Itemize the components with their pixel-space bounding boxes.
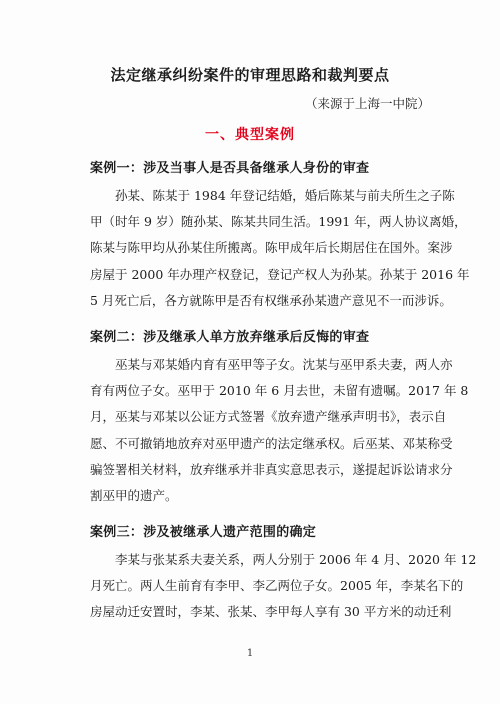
paragraph-line: 房屋于 2000 年办理产权登记，登记产权人为孙某。孙某于 2016 年 xyxy=(90,266,470,282)
paragraph-line: 割巫甲的遗产。 xyxy=(90,487,178,503)
paragraph-line: 甲（时年 9 岁）随孙某、陈某共同生活。1991 年，两人协议离婚， xyxy=(90,214,467,230)
page-number: 1 xyxy=(246,648,254,659)
section-heading: 一、典型案例 xyxy=(205,127,295,143)
paragraph-line: 月死亡。两人生前育有李甲、李乙两位子女。2005 年，李某名下的 xyxy=(90,578,464,594)
paragraph-line: 骗签署相关材料，放弃继承并非真实意思表示，遂提起诉讼请求分 xyxy=(90,461,453,477)
paragraph-line: 李某与张某系夫妻关系，两人分别于 2006 年 4 月、2020 年 12 xyxy=(115,552,477,567)
paragraph-line: 愿、不可撤销地放弃对巫甲遗产的法定继承权。后巫某、邓某称受 xyxy=(90,435,453,451)
paragraph-line: 月，巫某与邓某以公证方式签署《放弃遗产继承声明书》，表示自 xyxy=(90,409,447,425)
paragraph-line: 孙某、陈某于 1984 年登记结婚，婚后陈某与前夫所生之子陈 xyxy=(115,188,455,203)
case-paragraph-2 xyxy=(90,352,469,509)
case-heading-2: 案例二：涉及继承人单方放弃继承后反悔的审查 xyxy=(90,330,370,345)
paragraph-line: 陈某与陈甲均从孙某住所搬离。陈甲成年后长期居住在国外。案涉 xyxy=(90,240,453,256)
source-note: （来源于上海一中院） xyxy=(304,96,430,111)
case-heading-1: 案例一：涉及当事人是否具备继承人身份的审查 xyxy=(90,161,370,176)
case-heading-3: 案例三：涉及被继承人遗产范围的确定 xyxy=(90,525,317,540)
paragraph-line: 巫某与邓某婚内育有巫甲等子女。沈某与巫甲系夫妻，两人亦 xyxy=(115,357,453,372)
document-title: 法定继承纠纷案件的审理思路和裁判要点 xyxy=(110,66,390,84)
paragraph-line: 育有两位子女。巫甲于 2010 年 6 月去世，未留有遗嘱。2017 年 8 xyxy=(90,383,469,399)
case-paragraph-3 xyxy=(90,547,477,626)
paragraph-line: 5 月死亡后，各方就陈甲是否有权继承孙某遗产意见不一而涉诉。 xyxy=(90,292,452,308)
paragraph-line: 房屋动迁安置时，李某、张某、李甲每人享有 30 平方米的动迁利 xyxy=(90,604,452,620)
case-paragraph-1 xyxy=(90,183,470,314)
